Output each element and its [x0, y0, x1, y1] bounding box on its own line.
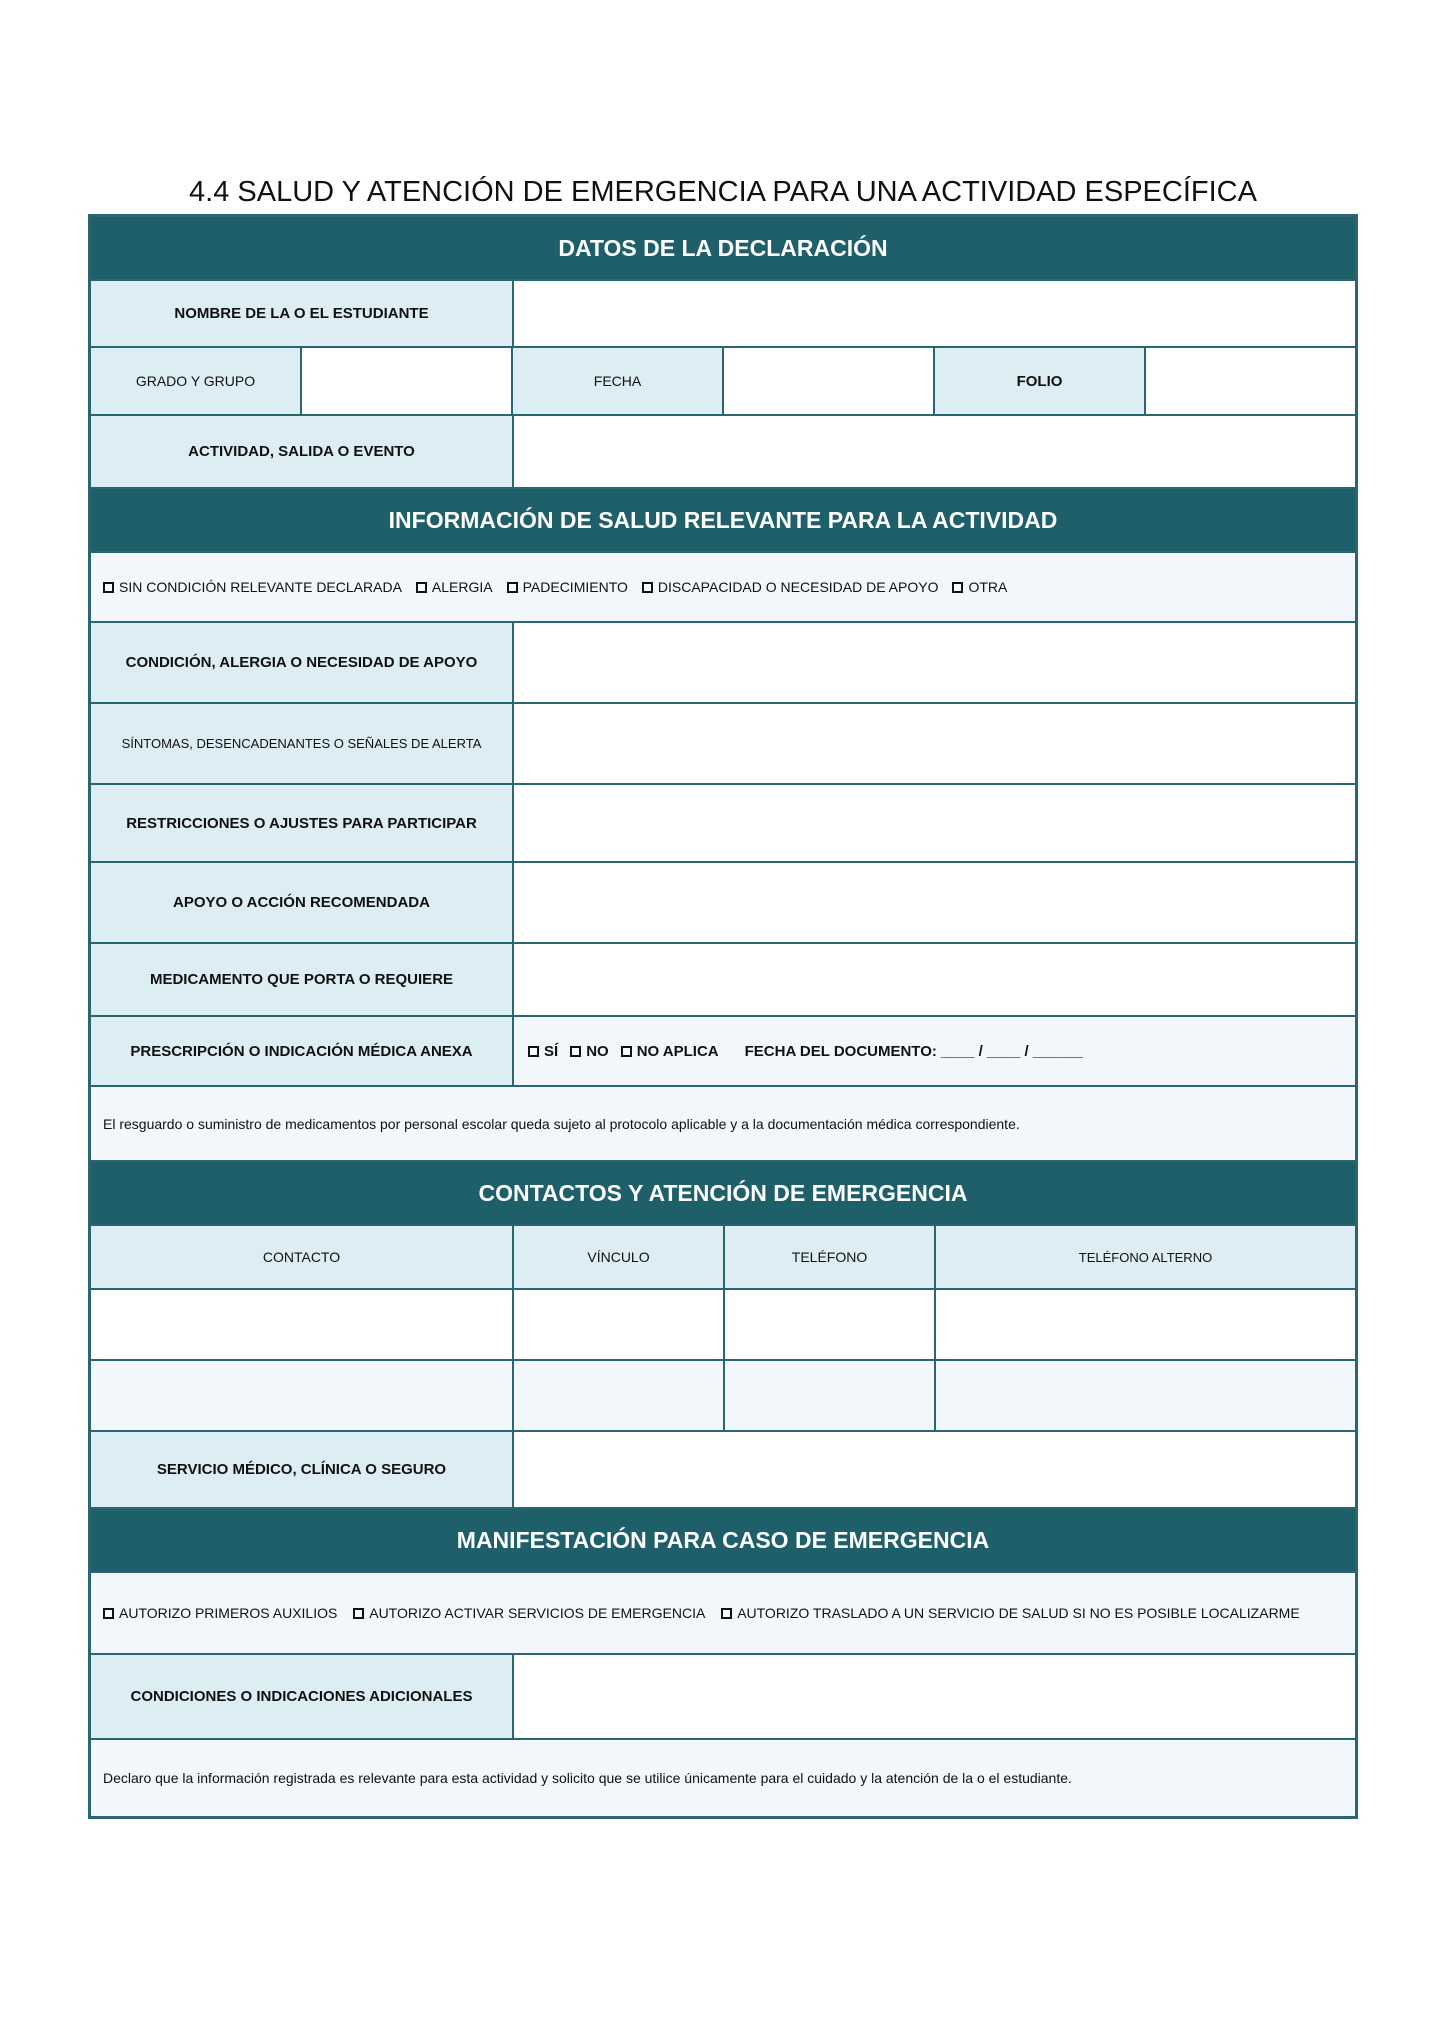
col-header-telefono-alterno: TELÉFONO ALTERNO: [936, 1226, 1355, 1288]
apoyo-field[interactable]: [514, 863, 1355, 942]
medicamento-label: MEDICAMENTO QUE PORTA O REQUIERE: [91, 944, 514, 1015]
nombre-label: NOMBRE DE LA O EL ESTUDIANTE: [91, 281, 514, 346]
checkbox-icon: [952, 582, 963, 593]
row-nota-medicamentos: [91, 1087, 1355, 1162]
checkbox-icon: [507, 582, 518, 593]
row-medicamento: [91, 944, 1355, 1017]
row-prescripcion: [91, 1017, 1355, 1087]
row-salud-checks: [91, 553, 1355, 623]
servicio-medico-field[interactable]: [514, 1432, 1355, 1507]
authorization-checkbox-group: [91, 1605, 1355, 1621]
row-actividad: [91, 416, 1355, 489]
row-autorizaciones: [91, 1573, 1355, 1655]
condicion-field[interactable]: [514, 623, 1355, 702]
checkbox-icon: [353, 1608, 364, 1619]
apoyo-label: APOYO O ACCIÓN RECOMENDADA: [91, 863, 514, 942]
table-row: [91, 1290, 1355, 1361]
fecha-label: FECHA: [513, 348, 724, 414]
checkbox-icon: [528, 1046, 539, 1057]
grado-label: GRADO Y GRUPO: [91, 348, 302, 414]
restricciones-field[interactable]: [514, 785, 1355, 861]
checkbox-icon: [103, 1608, 114, 1619]
row-servicio-medico: [91, 1432, 1355, 1509]
checkbox-icon: [621, 1046, 632, 1057]
sintomas-label: SÍNTOMAS, DESENCADENANTES O SEÑALES DE ALERTA: [91, 704, 514, 783]
fecha-field[interactable]: [724, 348, 935, 414]
section-header-contactos: CONTACTOS Y ATENCIÓN DE EMERGENCIA: [91, 1162, 1355, 1226]
row-condiciones-adicionales: [91, 1655, 1355, 1740]
section-header-salud: INFORMACIÓN DE SALUD RELEVANTE PARA LA ACTIVIDAD: [91, 489, 1355, 553]
checkbox-padecimiento[interactable]: PADECIMIENTO: [507, 579, 628, 595]
telefono-field[interactable]: [725, 1290, 936, 1359]
row-grado-fecha-folio: [91, 348, 1355, 416]
section-header-manifestacion: MANIFESTACIÓN PARA CASO DE EMERGENCIA: [91, 1509, 1355, 1573]
actividad-field[interactable]: [514, 416, 1355, 487]
sintomas-field[interactable]: [514, 704, 1355, 783]
checkbox-icon: [103, 582, 114, 593]
row-nombre: [91, 281, 1355, 348]
restricciones-label: RESTRICCIONES O AJUSTES PARA PARTICIPAR: [91, 785, 514, 861]
condiciones-label: CONDICIONES O INDICACIONES ADICIONALES: [91, 1655, 514, 1738]
col-header-vinculo: VÍNCULO: [514, 1226, 725, 1288]
page-title: 4.4 SALUD Y ATENCIÓN DE EMERGENCIA PARA UNA ACTIVIDAD ESPECÍFICA: [189, 176, 1257, 208]
servicio-medico-label: SERVICIO MÉDICO, CLÍNICA O SEGURO: [91, 1432, 514, 1507]
telefono-alterno-field[interactable]: [936, 1361, 1355, 1430]
table-row: [91, 1361, 1355, 1432]
checkbox-servicios-emergencia[interactable]: AUTORIZO ACTIVAR SERVICIOS DE EMERGENCIA: [353, 1605, 705, 1621]
medicamento-field[interactable]: [514, 944, 1355, 1015]
row-restricciones: [91, 785, 1355, 863]
health-emergency-form: [88, 214, 1358, 1819]
checkbox-icon: [416, 582, 427, 593]
checkbox-otra[interactable]: OTRA: [952, 579, 1007, 595]
condicion-label: CONDICIÓN, ALERGIA O NECESIDAD DE APOYO: [91, 623, 514, 702]
checkbox-no-aplica[interactable]: NO APLICA: [621, 1043, 719, 1060]
col-header-telefono: TELÉFONO: [725, 1226, 936, 1288]
checkbox-no[interactable]: NO: [570, 1043, 609, 1060]
row-condicion: [91, 623, 1355, 704]
checkbox-icon: [642, 582, 653, 593]
row-declaracion-final: [91, 1740, 1355, 1816]
folio-field[interactable]: [1146, 348, 1355, 414]
contacto-field[interactable]: [91, 1290, 514, 1359]
contacts-header-row: [91, 1226, 1355, 1290]
nombre-field[interactable]: [514, 281, 1355, 346]
folio-label: FOLIO: [935, 348, 1146, 414]
actividad-label: ACTIVIDAD, SALIDA O EVENTO: [91, 416, 514, 487]
checkbox-icon: [570, 1046, 581, 1057]
condition-checkbox-group: [91, 553, 1355, 621]
checkbox-si[interactable]: SÍ: [528, 1043, 558, 1060]
row-sintomas: [91, 704, 1355, 785]
fecha-documento-field[interactable]: FECHA DEL DOCUMENTO: ____ / ____ / ______: [744, 1042, 1083, 1060]
col-header-contacto: CONTACTO: [91, 1226, 514, 1288]
row-apoyo: [91, 863, 1355, 944]
checkbox-traslado[interactable]: AUTORIZO TRASLADO A UN SERVICIO DE SALUD SI NO ES POSIBLE LOCALIZARME: [721, 1605, 1300, 1621]
condiciones-field[interactable]: [514, 1655, 1355, 1738]
checkbox-sin-condicion[interactable]: SIN CONDICIÓN RELEVANTE DECLARADA: [103, 579, 402, 595]
telefono-alterno-field[interactable]: [936, 1290, 1355, 1359]
section-header-declaracion: DATOS DE LA DECLARACIÓN: [91, 217, 1355, 281]
checkbox-discapacidad[interactable]: DISCAPACIDAD O NECESIDAD DE APOYO: [642, 579, 939, 595]
nota-medicamentos: El resguardo o suministro de medicamentos por personal escolar queda sujeto al protocolo aplicable y a la documentación médica correspondiente.: [91, 1087, 1355, 1160]
contacto-field[interactable]: [91, 1361, 514, 1430]
vinculo-field[interactable]: [514, 1290, 725, 1359]
checkbox-primeros-auxilios[interactable]: AUTORIZO PRIMEROS AUXILIOS: [103, 1605, 337, 1621]
telefono-field[interactable]: [725, 1361, 936, 1430]
checkbox-icon: [721, 1608, 732, 1619]
checkbox-alergia[interactable]: ALERGIA: [416, 579, 493, 595]
prescripcion-options: [514, 1017, 1355, 1085]
vinculo-field[interactable]: [514, 1361, 725, 1430]
grado-field[interactable]: [302, 348, 513, 414]
declaracion-final: Declaro que la información registrada es relevante para esta actividad y solicito que se utilice únicamente para el cuidado y la atención de la o el estudiante.: [91, 1740, 1355, 1816]
prescripcion-label: PRESCRIPCIÓN O INDICACIÓN MÉDICA ANEXA: [91, 1017, 514, 1085]
